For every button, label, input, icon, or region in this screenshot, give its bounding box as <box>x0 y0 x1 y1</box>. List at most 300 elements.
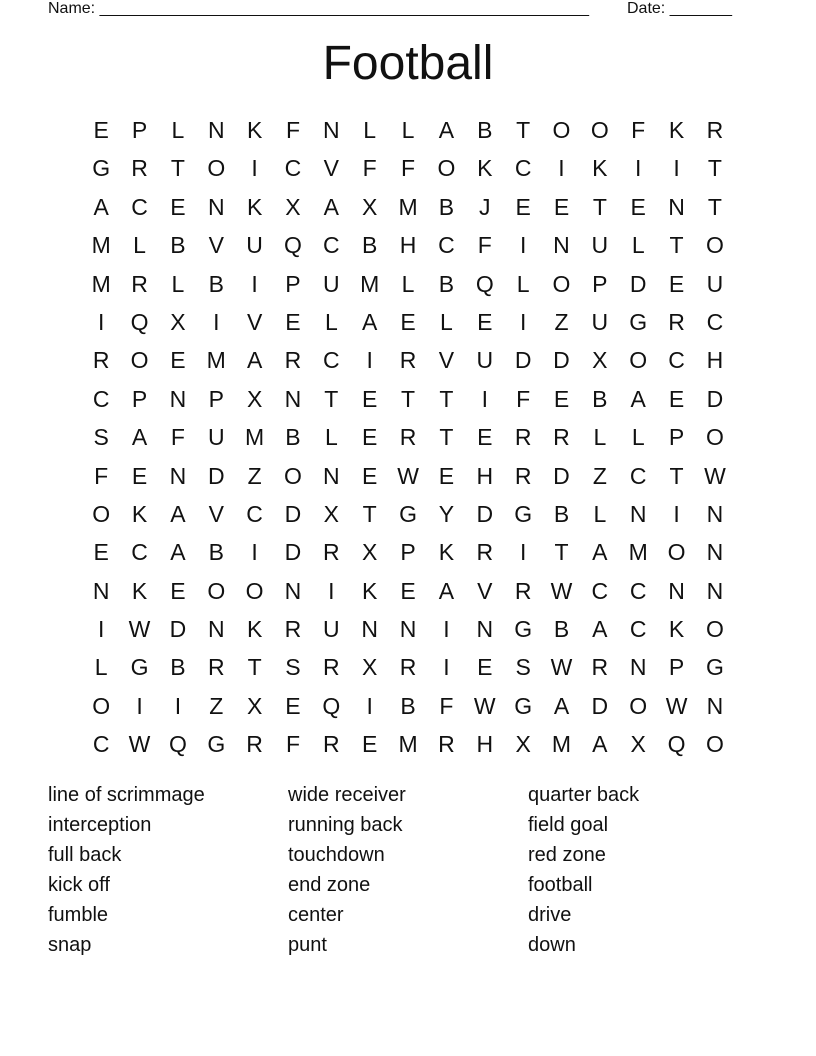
grid-cell[interactable]: D <box>591 692 609 719</box>
grid-cell[interactable]: G <box>399 500 417 527</box>
grid-cell[interactable]: R <box>591 654 609 681</box>
grid-cell[interactable]: Z <box>209 692 224 719</box>
grid-cell[interactable]: O <box>667 539 686 566</box>
grid-cell[interactable]: N <box>92 577 110 604</box>
grid-cell[interactable]: X <box>515 731 531 758</box>
grid-cell[interactable]: Q <box>284 232 302 259</box>
grid-cell[interactable]: R <box>323 539 340 566</box>
grid-cell[interactable]: A <box>170 539 186 566</box>
grid-cell[interactable]: V <box>323 155 339 182</box>
grid-cell[interactable]: O <box>552 117 571 143</box>
grid-cell[interactable]: R <box>131 270 148 297</box>
grid-cell[interactable]: B <box>170 232 186 259</box>
grid-cell[interactable]: Q <box>168 731 187 758</box>
grid-cell[interactable]: W <box>550 577 573 604</box>
grid-cell[interactable]: E <box>668 385 685 412</box>
grid-cell[interactable]: D <box>476 500 494 527</box>
grid-cell[interactable]: O <box>590 117 609 143</box>
grid-cell[interactable]: G <box>92 155 111 182</box>
grid-cell[interactable]: G <box>514 500 533 527</box>
grid-cell[interactable]: U <box>591 232 609 259</box>
grid-cell[interactable]: R <box>323 731 340 758</box>
grid-cell[interactable]: X <box>592 347 608 374</box>
grid-cell[interactable]: M <box>206 347 226 374</box>
grid-cell[interactable]: S <box>93 424 109 451</box>
grid-cell[interactable]: P <box>592 270 608 297</box>
grid-cell[interactable]: R <box>476 539 494 566</box>
header-line <box>48 0 748 20</box>
grid-cell[interactable]: Y <box>438 500 455 527</box>
grid-cell[interactable]: P <box>285 270 301 297</box>
grid-cell[interactable]: X <box>285 193 301 220</box>
grid-cell[interactable]: W <box>128 616 151 643</box>
grid-cell[interactable]: N <box>169 462 187 489</box>
grid-cell[interactable]: I <box>519 539 527 566</box>
grid-cell[interactable]: U <box>476 347 494 374</box>
grid-cell[interactable]: Q <box>322 692 341 719</box>
grid-cell[interactable]: F <box>285 731 300 758</box>
grid-cell[interactable]: P <box>668 424 685 451</box>
grid-cell[interactable]: P <box>668 654 685 681</box>
grid-cell[interactable]: P <box>131 385 148 412</box>
grid-cell[interactable]: W <box>128 731 151 758</box>
grid-cell[interactable]: I <box>673 155 680 182</box>
grid-cell[interactable]: T <box>707 193 722 220</box>
grid-cell[interactable]: F <box>516 385 531 412</box>
grid-cell[interactable]: M <box>91 270 111 297</box>
grid-cell[interactable]: R <box>399 654 417 681</box>
grid-cell[interactable]: F <box>362 155 377 182</box>
grid-cell[interactable]: I <box>97 308 105 335</box>
grid-cell[interactable]: C <box>668 347 685 374</box>
grid-cell[interactable]: E <box>170 577 186 604</box>
grid-cell[interactable]: X <box>630 731 646 758</box>
grid-cell[interactable]: I <box>251 270 258 297</box>
grid-cell[interactable]: K <box>362 577 378 604</box>
grid-cell[interactable]: A <box>592 731 608 758</box>
grid-cell[interactable]: F <box>170 424 185 451</box>
grid-cell[interactable]: K <box>246 616 263 643</box>
grid-cell[interactable]: V <box>208 500 224 527</box>
grid-cell[interactable]: O <box>207 155 226 182</box>
grid-row <box>82 457 734 495</box>
grid-cell[interactable]: N <box>668 193 685 220</box>
grid-cell[interactable]: I <box>251 539 258 566</box>
grid-cell[interactable]: N <box>323 117 340 143</box>
grid-cell[interactable]: O <box>437 155 456 182</box>
grid-cell[interactable]: R <box>284 616 302 643</box>
grid-cell[interactable]: N <box>668 577 685 604</box>
grid-cell[interactable]: J <box>479 193 491 220</box>
grid-cell[interactable]: C <box>246 500 263 527</box>
grid-cell[interactable]: T <box>669 232 684 259</box>
grid-cell[interactable]: Q <box>475 270 494 297</box>
grid-cell[interactable]: Q <box>667 731 686 758</box>
grid-cell[interactable]: R <box>246 731 263 758</box>
grid-cell[interactable]: N <box>323 462 340 489</box>
grid-cell[interactable]: C <box>323 347 340 374</box>
grid-cell[interactable]: O <box>552 270 571 297</box>
grid-cell[interactable]: X <box>362 193 378 220</box>
grid-cell[interactable]: A <box>553 692 570 719</box>
grid-cell[interactable]: N <box>706 539 724 566</box>
grid-cell[interactable]: R <box>131 155 148 182</box>
grid-cell[interactable]: B <box>400 692 416 719</box>
grid-cell[interactable]: D <box>706 385 724 412</box>
grid-cell[interactable]: L <box>631 232 645 259</box>
grid-cell[interactable]: I <box>519 232 527 259</box>
grid-cell[interactable]: M <box>551 731 572 758</box>
grid-cell[interactable]: R <box>514 424 532 451</box>
word-list-item: end zone <box>288 874 371 896</box>
grid-cell[interactable]: R <box>207 654 225 681</box>
grid-cell[interactable]: T <box>439 424 454 451</box>
grid-cell[interactable]: N <box>706 500 724 527</box>
grid-cell[interactable]: L <box>593 424 607 451</box>
grid-cell[interactable]: K <box>246 117 263 143</box>
grid-cell[interactable]: X <box>362 654 378 681</box>
grid-cell[interactable]: T <box>516 117 531 143</box>
grid-cell[interactable]: T <box>669 462 684 489</box>
grid-cell[interactable]: M <box>91 232 111 259</box>
grid-cell[interactable]: G <box>207 731 226 758</box>
grid-cell[interactable]: I <box>136 692 143 719</box>
grid-cell[interactable]: F <box>401 155 416 182</box>
grid-cell[interactable]: E <box>400 577 416 604</box>
grid-cell[interactable]: C <box>438 232 455 259</box>
grid-cell[interactable]: N <box>476 616 494 643</box>
grid-cell[interactable]: N <box>207 616 225 643</box>
grid-cell[interactable]: P <box>131 117 148 143</box>
grid-cell[interactable]: T <box>439 385 454 412</box>
name-field[interactable]: Name: _______________________________________________________ <box>48 0 589 17</box>
grid-cell[interactable]: A <box>438 117 455 143</box>
grid-cell[interactable]: U <box>323 270 340 297</box>
grid-cell[interactable]: C <box>514 155 532 182</box>
grid-cell[interactable]: I <box>519 308 527 335</box>
grid-cell[interactable]: O <box>629 347 648 374</box>
word-list-item: field goal <box>528 814 609 836</box>
grid-cell[interactable]: R <box>706 117 724 143</box>
grid-cell[interactable]: O <box>207 577 226 604</box>
grid-cell[interactable]: R <box>92 347 110 374</box>
grid-cell[interactable]: C <box>92 385 110 412</box>
grid-cell[interactable]: O <box>705 731 724 758</box>
grid-cell[interactable]: L <box>516 270 530 297</box>
grid-cell[interactable]: R <box>668 308 685 335</box>
grid-cell[interactable]: A <box>131 424 148 451</box>
grid-cell[interactable]: G <box>705 654 724 681</box>
grid-cell[interactable]: L <box>171 117 185 143</box>
grid-cell[interactable]: T <box>247 654 262 681</box>
grid-cell[interactable]: D <box>514 347 532 374</box>
grid-cell[interactable]: X <box>246 385 263 412</box>
grid-cell[interactable]: G <box>514 692 533 719</box>
grid-cell[interactable]: K <box>131 577 148 604</box>
grid-cell[interactable]: A <box>592 539 608 566</box>
grid-cell[interactable]: E <box>630 193 646 220</box>
grid-cell[interactable]: E <box>477 424 493 451</box>
grid-cell[interactable]: R <box>399 424 417 451</box>
grid-cell[interactable]: C <box>92 731 110 758</box>
grid-cell[interactable]: O <box>629 692 648 719</box>
grid-cell[interactable]: C <box>131 193 148 220</box>
grid-cell[interactable]: L <box>363 117 377 143</box>
grid-cell[interactable]: G <box>130 654 149 681</box>
grid-cell[interactable]: V <box>208 232 224 259</box>
grid-cell[interactable]: A <box>170 500 186 527</box>
grid-cell[interactable]: D <box>207 462 225 489</box>
grid-cell[interactable]: F <box>439 692 454 719</box>
grid-cell[interactable]: B <box>285 424 301 451</box>
grid-cell[interactable]: A <box>246 347 263 374</box>
grid-cell[interactable]: L <box>401 117 415 143</box>
grid-cell[interactable]: U <box>706 270 724 297</box>
grid-cell[interactable]: Z <box>592 462 607 489</box>
grid-cell[interactable]: C <box>284 155 302 182</box>
grid-cell[interactable]: I <box>443 654 450 681</box>
grid-cell[interactable]: M <box>628 539 648 566</box>
grid-cell[interactable]: C <box>591 577 609 604</box>
grid-cell[interactable]: A <box>93 193 109 220</box>
grid-cell[interactable]: I <box>481 385 488 412</box>
grid-cell[interactable]: I <box>251 155 258 182</box>
grid-cell[interactable]: V <box>246 308 263 335</box>
grid-cell[interactable]: N <box>361 616 378 643</box>
grid-cell[interactable]: E <box>285 308 301 335</box>
grid-cell[interactable]: O <box>92 500 111 527</box>
grid-cell[interactable]: N <box>169 385 187 412</box>
grid-cell[interactable]: E <box>170 347 186 374</box>
grid-cell[interactable]: L <box>440 308 453 335</box>
grid-cell[interactable]: B <box>362 232 378 259</box>
grid-cell[interactable]: O <box>130 347 149 374</box>
grid-cell[interactable]: E <box>553 193 570 220</box>
grid-cell[interactable]: L <box>631 424 645 451</box>
grid-cell[interactable]: Z <box>247 462 262 489</box>
grid-cell[interactable]: B <box>438 193 455 220</box>
grid-cell[interactable]: F <box>94 462 109 489</box>
grid-cell[interactable]: C <box>131 539 148 566</box>
grid-cell[interactable]: H <box>476 731 494 758</box>
letter-grid <box>82 111 734 764</box>
grid-cell[interactable]: D <box>553 347 570 374</box>
grid-cell[interactable]: W <box>704 462 726 489</box>
grid-cell[interactable]: L <box>94 654 108 681</box>
grid-cell[interactable]: A <box>438 577 455 604</box>
grid-cell[interactable]: W <box>550 654 573 681</box>
grid-cell[interactable]: R <box>284 347 302 374</box>
grid-cell[interactable]: N <box>399 616 417 643</box>
grid-cell[interactable]: E <box>285 692 301 719</box>
grid-cell[interactable]: L <box>133 232 146 259</box>
grid-cell[interactable]: C <box>706 308 724 335</box>
grid-cell[interactable]: X <box>323 500 339 527</box>
grid-cell[interactable]: H <box>706 347 724 374</box>
grid-cell[interactable]: N <box>207 117 225 143</box>
grid-cell[interactable]: D <box>169 616 187 643</box>
grid-cell[interactable]: K <box>246 193 263 220</box>
grid-cell[interactable]: E <box>438 462 455 489</box>
word-column <box>288 780 528 960</box>
grid-cell[interactable]: I <box>366 692 373 719</box>
grid-cell[interactable]: E <box>515 193 531 220</box>
grid-cell[interactable]: B <box>170 654 186 681</box>
grid-cell[interactable]: V <box>438 347 455 374</box>
grid-cell[interactable]: I <box>97 616 105 643</box>
grid-cell[interactable]: A <box>630 385 646 412</box>
grid-cell[interactable]: R <box>399 347 417 374</box>
grid-cell[interactable]: X <box>362 539 378 566</box>
grid-cell[interactable]: L <box>324 308 338 335</box>
grid-cell[interactable]: E <box>170 193 186 220</box>
grid-cell[interactable]: A <box>323 193 339 220</box>
grid-cell[interactable]: G <box>514 616 533 643</box>
grid-cell[interactable]: C <box>629 616 647 643</box>
grid-cell[interactable]: R <box>514 462 532 489</box>
grid-cell[interactable]: K <box>438 539 455 566</box>
grid-cell[interactable]: U <box>246 232 263 259</box>
word-list-item: red zone <box>528 844 606 866</box>
grid-cell[interactable]: E <box>362 385 378 412</box>
grid-cell[interactable]: C <box>629 577 647 604</box>
grid-cell[interactable]: E <box>553 385 570 412</box>
grid-cell[interactable]: M <box>398 731 418 758</box>
grid-cell[interactable]: B <box>477 117 493 143</box>
grid-cell[interactable]: R <box>553 424 570 451</box>
grid-cell[interactable]: C <box>629 462 647 489</box>
grid-cell[interactable]: N <box>553 232 570 259</box>
grid-cell[interactable]: C <box>323 232 340 259</box>
grid-cell[interactable]: G <box>629 308 648 335</box>
grid-cell[interactable]: T <box>592 193 607 220</box>
grid-cell[interactable]: U <box>207 424 225 451</box>
grid-cell[interactable]: B <box>208 270 224 297</box>
grid-cell[interactable]: W <box>397 462 419 489</box>
grid-cell[interactable]: W <box>665 692 688 719</box>
grid-row <box>82 226 734 264</box>
grid-cell[interactable]: E <box>668 270 685 297</box>
grid-cell[interactable]: I <box>635 155 642 182</box>
grid-cell[interactable]: F <box>477 232 492 259</box>
grid-cell[interactable]: O <box>705 424 724 451</box>
grid-cell[interactable]: R <box>514 577 532 604</box>
grid-cell[interactable]: N <box>207 193 225 220</box>
grid-cell[interactable]: U <box>591 308 609 335</box>
grid-cell[interactable]: L <box>593 500 607 527</box>
grid-cell[interactable]: H <box>399 232 417 259</box>
grid-cell[interactable]: T <box>362 500 377 527</box>
grid-cell[interactable]: K <box>668 117 685 143</box>
grid-cell[interactable]: E <box>362 462 378 489</box>
grid-cell[interactable]: E <box>131 462 148 489</box>
grid-cell[interactable]: O <box>705 616 724 643</box>
grid-cell[interactable]: D <box>553 462 570 489</box>
grid-cell[interactable]: N <box>706 577 724 604</box>
grid-cell[interactable]: E <box>362 424 378 451</box>
grid-cell[interactable]: O <box>92 692 111 719</box>
grid-cell[interactable]: P <box>400 539 416 566</box>
grid-cell[interactable]: T <box>401 385 416 412</box>
grid-cell[interactable]: D <box>629 270 647 297</box>
grid-cell[interactable]: M <box>398 193 418 220</box>
grid-cell[interactable]: S <box>515 654 531 681</box>
grid-cell[interactable]: K <box>668 616 685 643</box>
grid-cell[interactable]: K <box>477 155 493 182</box>
grid-cell[interactable]: W <box>473 692 496 719</box>
grid-cell[interactable]: K <box>131 500 148 527</box>
grid-cell[interactable]: E <box>477 308 493 335</box>
grid-cell[interactable]: M <box>245 424 265 451</box>
grid-cell[interactable]: N <box>629 500 647 527</box>
grid-cell[interactable]: N <box>284 385 302 412</box>
grid-cell[interactable]: I <box>174 692 182 719</box>
grid-cell[interactable]: R <box>323 654 340 681</box>
grid-row <box>82 687 734 725</box>
grid-cell[interactable]: S <box>285 654 301 681</box>
grid-cell[interactable]: F <box>631 117 646 143</box>
grid-cell[interactable]: E <box>362 731 378 758</box>
grid-cell[interactable]: I <box>673 500 680 527</box>
grid-cell[interactable]: N <box>629 654 647 681</box>
grid-cell[interactable]: T <box>324 385 339 412</box>
grid-cell[interactable]: L <box>401 270 415 297</box>
grid-cell[interactable]: R <box>438 731 455 758</box>
grid-cell[interactable]: E <box>477 654 493 681</box>
grid-cell[interactable]: B <box>553 616 570 643</box>
grid-cell[interactable]: U <box>323 616 340 643</box>
grid-cell[interactable]: L <box>324 424 338 451</box>
grid-cell[interactable]: D <box>284 539 302 566</box>
grid-cell[interactable]: A <box>362 308 378 335</box>
grid-cell[interactable]: T <box>707 155 722 182</box>
grid-cell[interactable]: E <box>93 117 109 143</box>
grid-cell[interactable]: B <box>438 270 455 297</box>
date-field[interactable]: Date: _______ <box>627 0 732 17</box>
grid-cell[interactable]: I <box>328 577 335 604</box>
grid-cell[interactable]: Z <box>554 308 569 335</box>
grid-cell[interactable]: I <box>213 308 220 335</box>
grid-cell[interactable]: X <box>170 308 186 335</box>
grid-cell[interactable]: E <box>93 539 109 566</box>
grid-cell[interactable]: I <box>366 347 373 374</box>
grid-cell[interactable]: O <box>705 232 724 259</box>
grid-cell[interactable]: P <box>208 385 224 412</box>
grid-cell[interactable]: T <box>170 155 185 182</box>
grid-cell[interactable]: Q <box>130 308 149 335</box>
grid-cell[interactable]: B <box>208 539 224 566</box>
grid-cell[interactable]: B <box>592 385 608 412</box>
grid-cell[interactable]: F <box>285 117 300 143</box>
grid-cell[interactable]: H <box>476 462 494 489</box>
grid-cell[interactable]: B <box>553 500 570 527</box>
grid-cell[interactable]: M <box>360 270 380 297</box>
grid-cell[interactable]: X <box>246 692 263 719</box>
grid-cell[interactable]: A <box>592 616 608 643</box>
grid-cell[interactable]: E <box>400 308 416 335</box>
grid-cell[interactable]: V <box>477 577 493 604</box>
grid-cell[interactable]: O <box>245 577 264 604</box>
grid-cell[interactable]: L <box>171 270 185 297</box>
grid-cell[interactable]: K <box>592 155 608 182</box>
grid-cell[interactable]: I <box>558 155 565 182</box>
grid-cell[interactable]: O <box>284 462 302 489</box>
grid-cell[interactable]: N <box>706 692 724 719</box>
grid-cell[interactable]: I <box>443 616 450 643</box>
grid-cell[interactable]: T <box>554 539 569 566</box>
grid-cell[interactable]: D <box>284 500 302 527</box>
grid-cell[interactable]: N <box>284 577 302 604</box>
